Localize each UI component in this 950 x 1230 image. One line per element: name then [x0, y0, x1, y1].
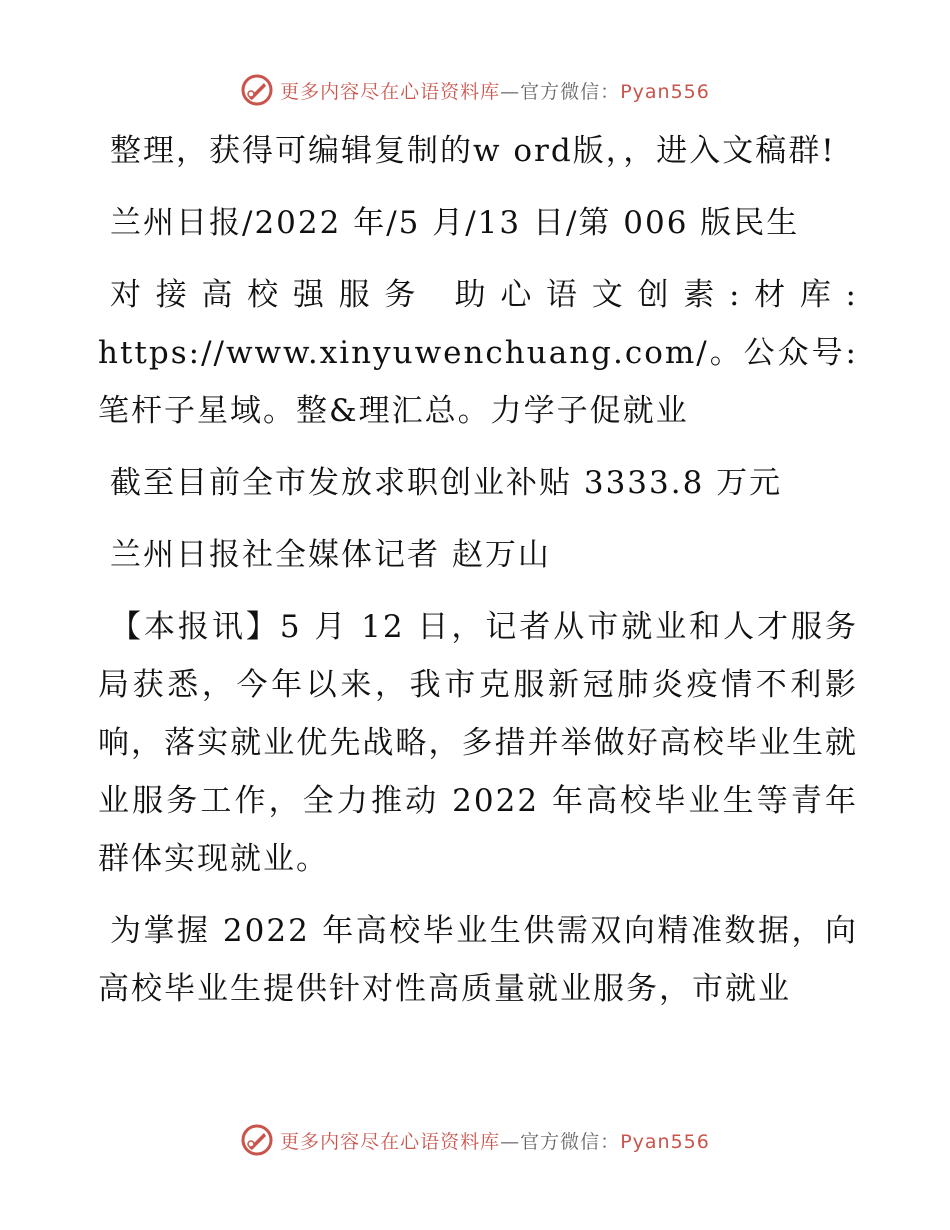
watermark-text: 更多内容尽在心语资料库—官方微信：Pyan556: [280, 80, 710, 103]
paragraph-intro: 整理，获得可编辑复制的w ord版，，进入文稿群!: [110, 133, 836, 169]
footer-watermark-banner: [0, 1120, 950, 1160]
paragraph-byline: 兰州日报社全媒体记者 赵万山: [110, 537, 551, 573]
paragraph-source: 兰州日报/2022 年/5 月/13 日/第 006 版民生: [110, 205, 800, 241]
paragraph-body: 为掌握 2022 年高校毕业生供需双向精准数据，向高校毕业生提供针对性高质量就业服务，市就业: [98, 913, 858, 1007]
document-body: [98, 122, 858, 1032]
header-watermark-banner: [0, 70, 950, 110]
paragraph-lead: 【本报讯】5 月 12 日，记者从市就业和人才服务局获悉，今年以来，我市克服新冠肺炎疫情不利影响，落实就业优先战略，多措并举做好高校毕业生就业服务工作，全力推动 2022 年高校毕业生等青年群体实现就业。: [98, 609, 858, 877]
quill-pen-logo-icon: [240, 73, 274, 107]
watermark-text: 更多内容尽在心语资料库—官方微信：Pyan556: [280, 1130, 710, 1153]
quill-pen-logo-icon: [240, 1123, 274, 1157]
paragraph-subheadline: 截至目前全市发放求职创业补贴 3333.8 万元: [110, 465, 783, 501]
paragraph-headline: 对接高校强服务 助心语文创素:材库: https://www.xinyuwenchuang.com/。公众号: 笔杆子星域。整&理汇总。力学子促就业: [98, 277, 858, 429]
